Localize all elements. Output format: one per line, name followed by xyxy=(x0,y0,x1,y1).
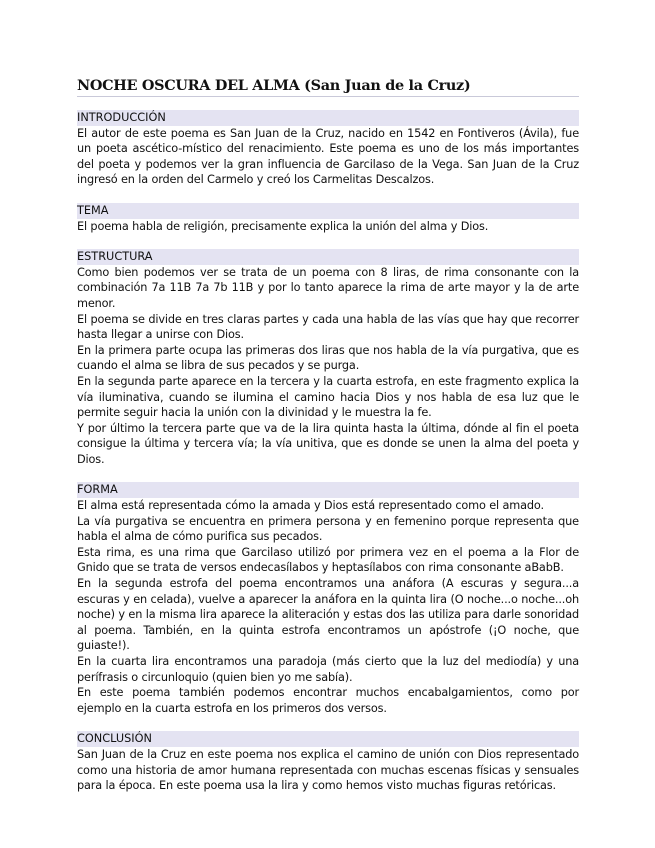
paragraph: En la cuarta lira encontramos una paradoja (más cierto que la luz del mediodía) y una perífrasis o circunloquio (quien bien yo me sabía). xyxy=(77,655,579,684)
section-tema xyxy=(77,203,579,234)
paragraph: Como bien podemos ver se trata de un poema con 8 liras, de rima consonante con la combinación 7a 11B 7a 7b 11B y por lo tanto aparece la rima de arte mayor y la de arte menor. xyxy=(77,265,579,310)
section-forma xyxy=(77,482,579,716)
section-introduccion xyxy=(77,110,579,188)
paragraph: La vía purgativa se encuentra en primera persona y en femenino porque representa que habla el alma de cómo purifica sus pecados. xyxy=(77,514,579,544)
section-heading: TEMA xyxy=(77,203,579,219)
paragraph: El alma está representada cómo la amada y Dios está representado como el amado. xyxy=(77,499,544,513)
paragraph: En la segunda estrofa del poema encontramos una anáfora (A escuras y segura...a escuras y en celada), vuelve a aparecer la anáfora en la quinta lira (O noche...o noche...oh noche) y en la misma lira aparece la aliteración y estas dos las utiliza para darle sonoridad al poema. También, en la quinta estrofa encontramos un apóstrofe (¡O noche, que guiaste!). xyxy=(77,577,579,653)
paragraph: El poema se divide en tres claras partes y cada una habla de las vías que hay que recorrer hasta llegar a unirse con Dios. xyxy=(77,312,579,342)
document-title: NOCHE OSCURA DEL ALMA (San Juan de la Cruz) xyxy=(77,76,579,97)
section-heading: FORMA xyxy=(77,482,579,498)
paragraph: Esta rima, es una rima que Garcilaso utilizó por primera vez en el poema a la Flor de Gnido que se trata de versos endecasílabos y heptasílabos con rima consonante aBabB. xyxy=(77,545,579,575)
section-conclusion xyxy=(77,731,579,793)
paragraph: El autor de este poema es San Juan de la Cruz, nacido en 1542 en Fontiveros (Ávila), fue un poeta ascético-místico del renacimiento. Este poema es uno de los más importantes del poeta y podemos ver la gran influencia de Garcilaso de la Vega. San Juan de la Cruz ingresó en la orden del Carmelo y creó los Carmelitas Descalzos. xyxy=(77,126,579,187)
paragraph: Y por último la tercera parte que va de la lira quinta hasta la última, dónde al fin el poeta consigue la última y tercera vía; la vía unitiva, que es donde se unen la alma del poeta y Dios. xyxy=(77,421,579,466)
section-heading: CONCLUSIÓN xyxy=(77,731,579,747)
paragraph: En la segunda parte aparece en la tercera y la cuarta estrofa, en este fragmento explica la vía iluminativa, cuando se ilumina el camino hacia Dios y nos habla de esa luz que le permite seguir hacia la unión con la divinidad y le muestra la fe. xyxy=(77,374,579,420)
paragraph: En la primera parte ocupa las primeras dos liras que nos habla de la vía purgativa, que es cuando el alma se libra de sus pecados y se purga. xyxy=(77,343,579,373)
paragraph: En este poema también podemos encontrar muchos encabalgamientos, como por ejemplo en la cuarta estrofa en los primeros dos versos. xyxy=(77,686,579,715)
section-estructura xyxy=(77,249,579,467)
section-heading: INTRODUCCIÓN xyxy=(77,110,579,126)
paragraph: El poema habla de religión, precisamente explica la unión del alma y Dios. xyxy=(77,219,489,233)
document-page xyxy=(77,76,579,809)
paragraph: San Juan de la Cruz en este poema nos explica el camino de unión con Dios representado como una historia de amor humana representada con muchas escenas físicas y sensuales para la época. En este poema usa la lira y como hemos visto muchas figuras retóricas. xyxy=(77,747,579,793)
section-heading: ESTRUCTURA xyxy=(77,249,579,265)
